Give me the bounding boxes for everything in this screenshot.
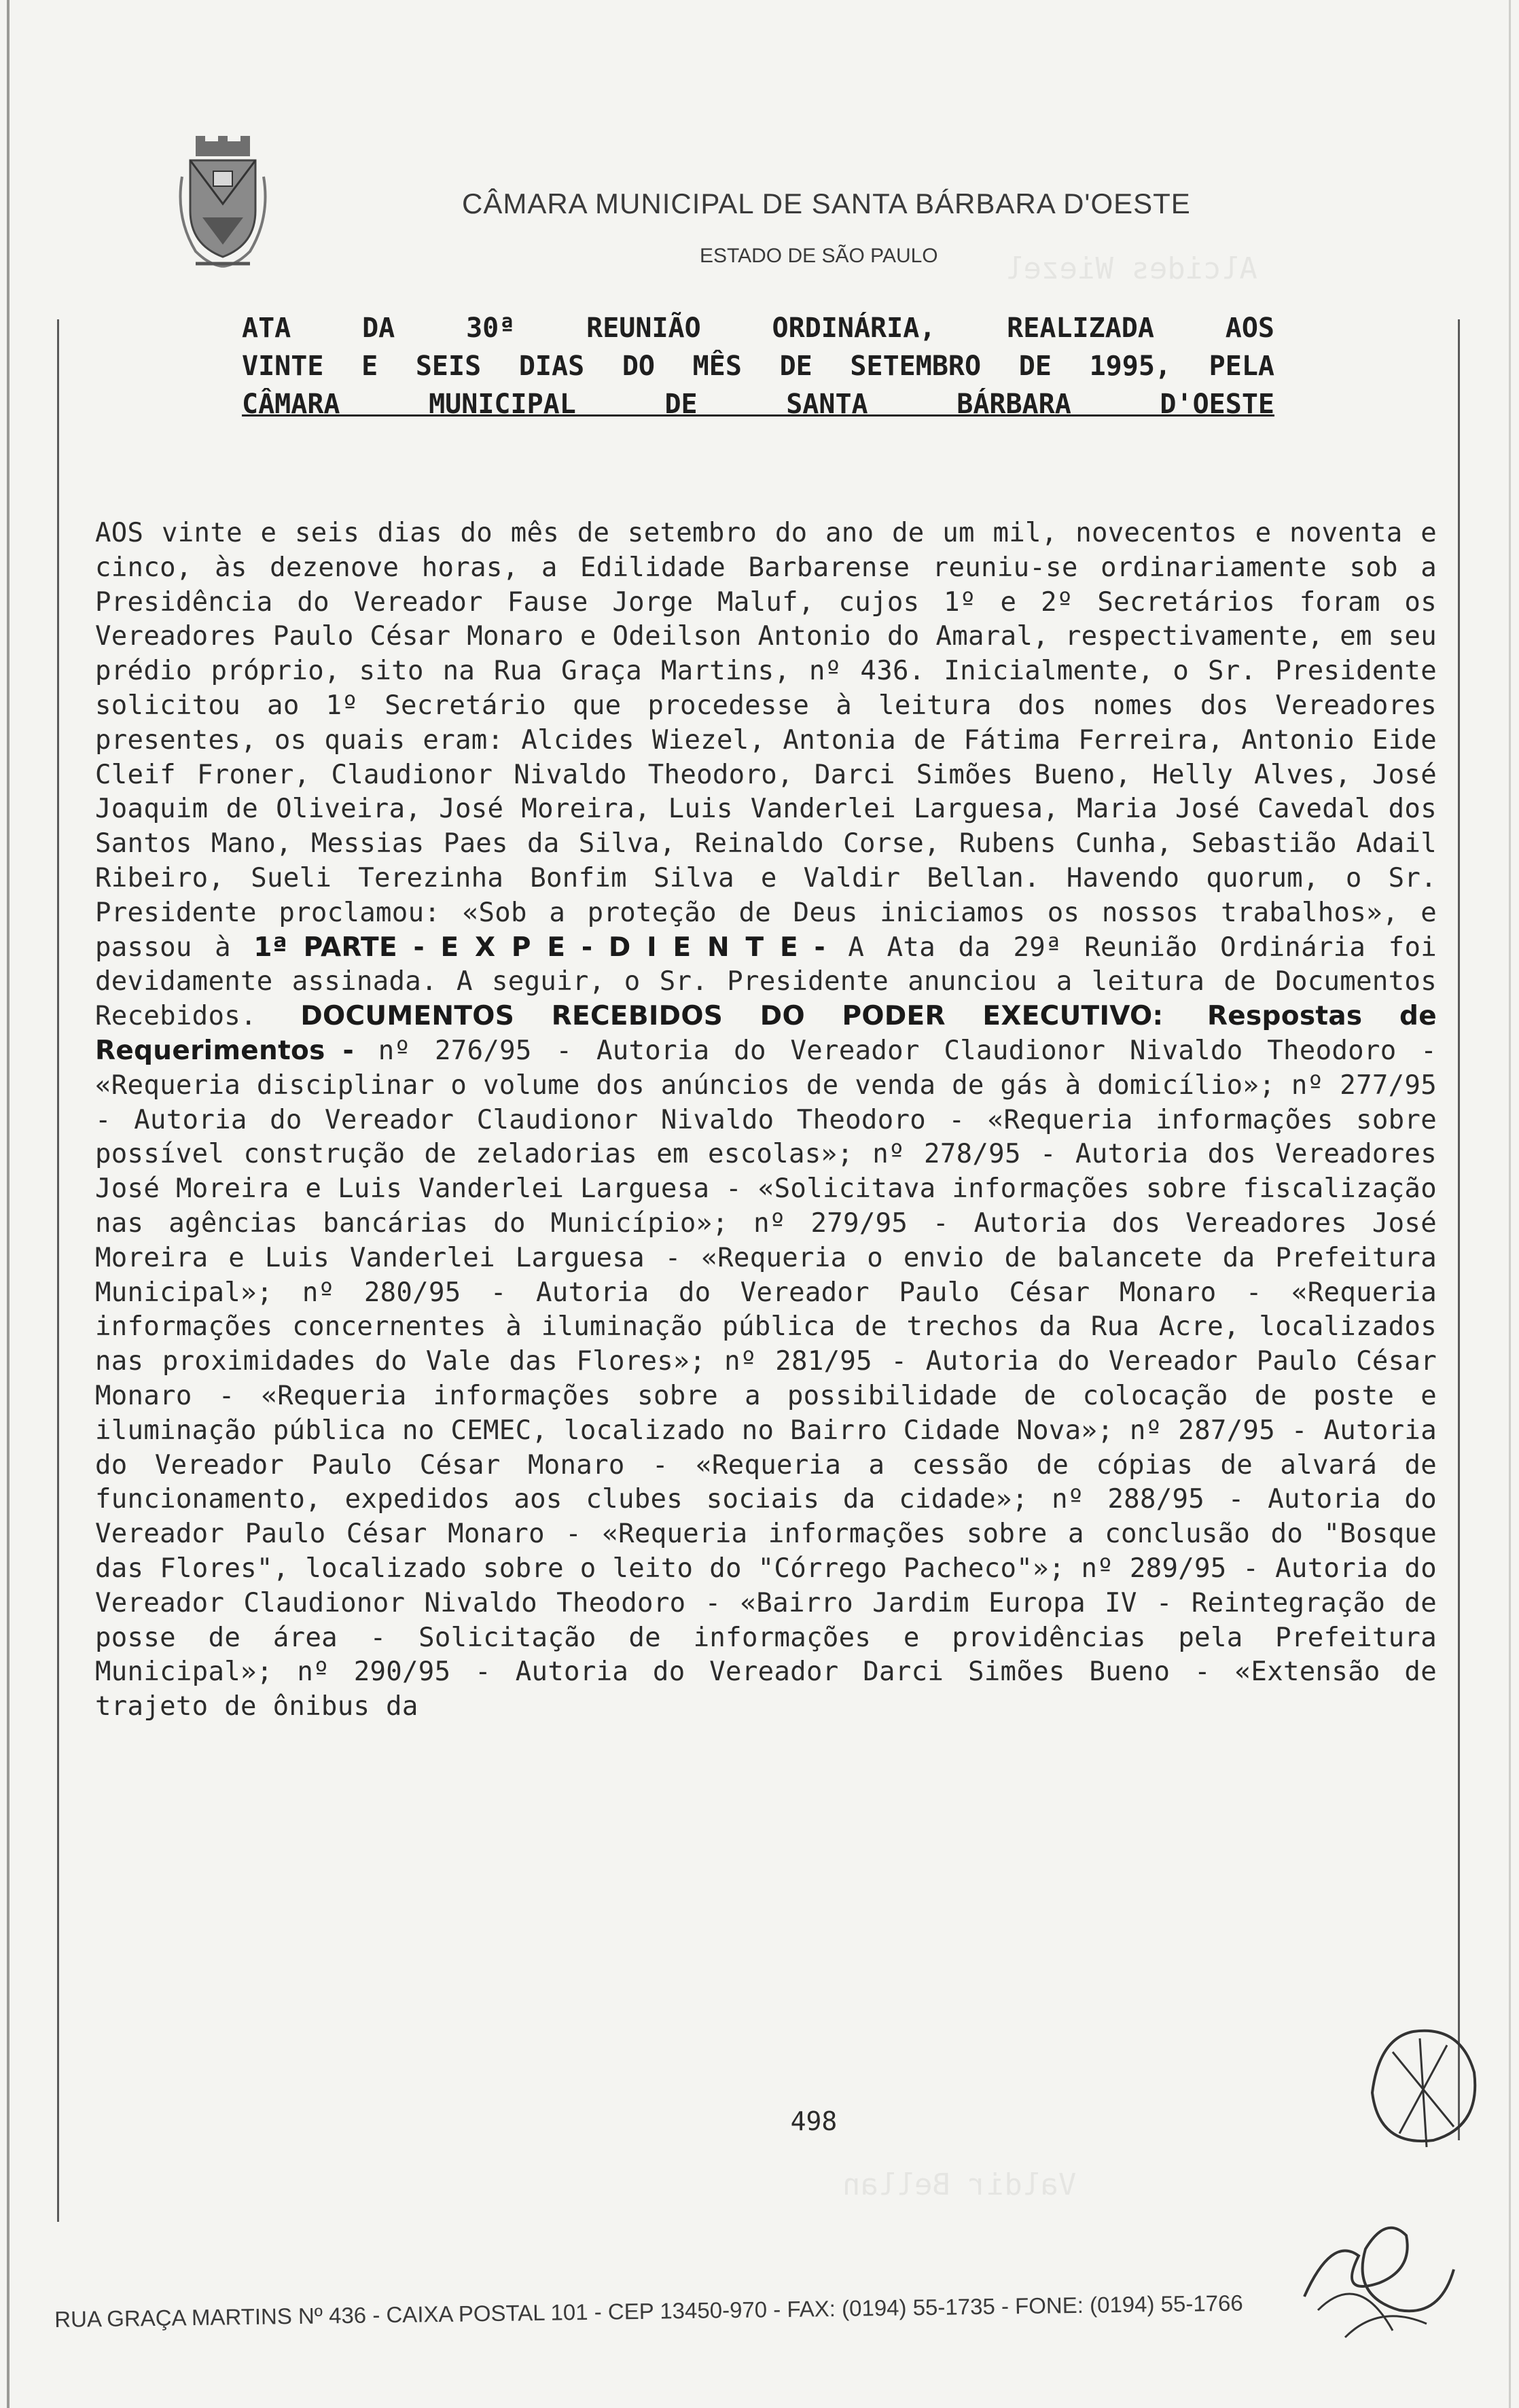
documents-received-heading: DOCUMENTOS RECEBIDOS DO PODER EXECUTIVO:	[300, 1001, 1164, 1032]
page-number: 498	[790, 2106, 838, 2136]
municipal-crest-icon	[175, 136, 270, 272]
bleed-through-text: Valdir Bellan	[842, 2167, 1077, 2202]
state-name: ESTADO DE SÃO PAULO	[700, 245, 938, 267]
page-edge-left	[7, 0, 10, 2408]
minutes-approval-text: A Ata da 29ª Reunião Ordinária foi devidamente assinada. A seguir, o Sr. Presidente anunciou a leitura de Documentos Recebidos.	[95, 932, 1437, 1032]
requirement-responses-list: nº 276/95 - Autoria do Vereador Claudionor Nivaldo Theodoro - «Requeria disciplinar o volume dos anúncios de venda de gás à domicílio»; nº 277/95 - Autoria do Vereador Claudionor Nivaldo Theodoro - «Requeria informações sobre possível construção de zeladorias em escolas»; nº 278/95 - Autoria dos Vereadores José Moreira e Luis Vanderlei Larguesa - «Solicitava informações sobre fiscalização nas agências bancárias do Município»; nº 279/95 - Autoria dos Vereadores José Moreira e Luis Vanderlei Larguesa - «Requeria o envio de balancete da Prefeitura Municipal»; nº 280/95 - Autoria do Vereador Paulo César Monaro - «Requeria informações concernentes à iluminação pública de trechos da Rua Acre, localizados nas proximidades do Vale das Flores»; nº 281/95 - Autoria do Vereador Paulo César Monaro - «Requeria informações sobre a possibilidade de colocação de poste e iluminação pública no CEMEC, localizado no Bairro Cidade Nova»; nº 287/95 - Autoria do Vereador Paulo César Monaro - «Requeria a cessão de cópias de alvará de funcionamento, expedidos aos clubes sociais da cidade»; nº 288/95 - Autoria do Vereador Paulo César Monaro - «Requeria informações sobre a conclusão do "Bosque das Flores", localizado sobre o leito do "Córrego Pacheco"»; nº 289/95 - Autoria do Vereador Claudionor Nivaldo Theodoro - «Bairro Jardim Europa IV - Reintegração de posse de área - Solicitação de informações e providências pela Prefeitura Municipal»; nº 290/95 - Autoria do Vereador Darci Simões Bueno - «Extensão de trajeto de ônibus da	[95, 1035, 1437, 1722]
expediente-heading: 1ª PARTE - E X P E - D I E N T E -	[253, 932, 825, 963]
title-line-3: CÂMARA MUNICIPAL DE SANTA BÁRBARA D'OESTE	[242, 389, 1274, 420]
footer-address: RUA GRAÇA MARTINS Nº 436 - CAIXA POSTAL 101 - CEP 13450-970 - FAX: (0194) 55-1735 - FONE: (0194) 55-1766	[54, 2290, 1243, 2332]
bleed-through-text: Alcides Wiezel	[1005, 251, 1257, 286]
left-margin-line	[57, 319, 59, 2222]
institution-name: CÂMARA MUNICIPAL DE SANTA BÁRBARA D'OESTE	[462, 188, 1191, 219]
minutes-body	[95, 516, 1437, 1724]
right-margin-line	[1458, 319, 1460, 2140]
requirement-responses-heading: Respostas de Requerimentos -	[95, 1001, 1437, 1066]
minutes-title	[242, 309, 1274, 423]
opening-paragraph: AOS vinte e seis dias do mês de setembro do ano de um mil, novecentos e noventa e cinco, às dezenove horas, a Edilidade Barbarense reuniu-se ordinariamente sob a Presidência do Vereador Fause Jorge Maluf, cujos 1º e 2º Secretários foram os Vereadores Paulo César Monaro e Odeilson Antonio do Amaral, respectivamente, em seu prédio próprio, sito na Rua Graça Martins, nº 436. Inicialmente, o Sr. Presidente solicitou ao 1º Secretário que procedesse à leitura dos nomes dos Vereadores presentes, os quais eram: Alcides Wiezel, Antonia de Fátima Ferreira, Antonio Eide Cleif Froner, Claudionor Nivaldo Theodoro, Darci Simões Bueno, Helly Alves, José Joaquim de Oliveira, José Moreira, Luis Vanderlei Larguesa, Maria José Cavedal dos Santos Mano, Messias Paes da Silva, Reinaldo Corse, Rubens Cunha, Sebastião Adail Ribeiro, Sueli Terezinha Bonfim Silva e Valdir Bellan. Havendo quorum, o Sr. Presidente proclamou: «Sob a proteção de Deus iniciamos os nossos trabalhos», e passou à	[95, 518, 1437, 963]
title-line-1: ATA DA 30ª REUNIÃO ORDINÁRIA, REALIZADA AOS	[242, 313, 1274, 344]
title-line-2: VINTE E SEIS DIAS DO MÊS DE SETEMBRO DE 1995, PELA	[242, 351, 1274, 382]
